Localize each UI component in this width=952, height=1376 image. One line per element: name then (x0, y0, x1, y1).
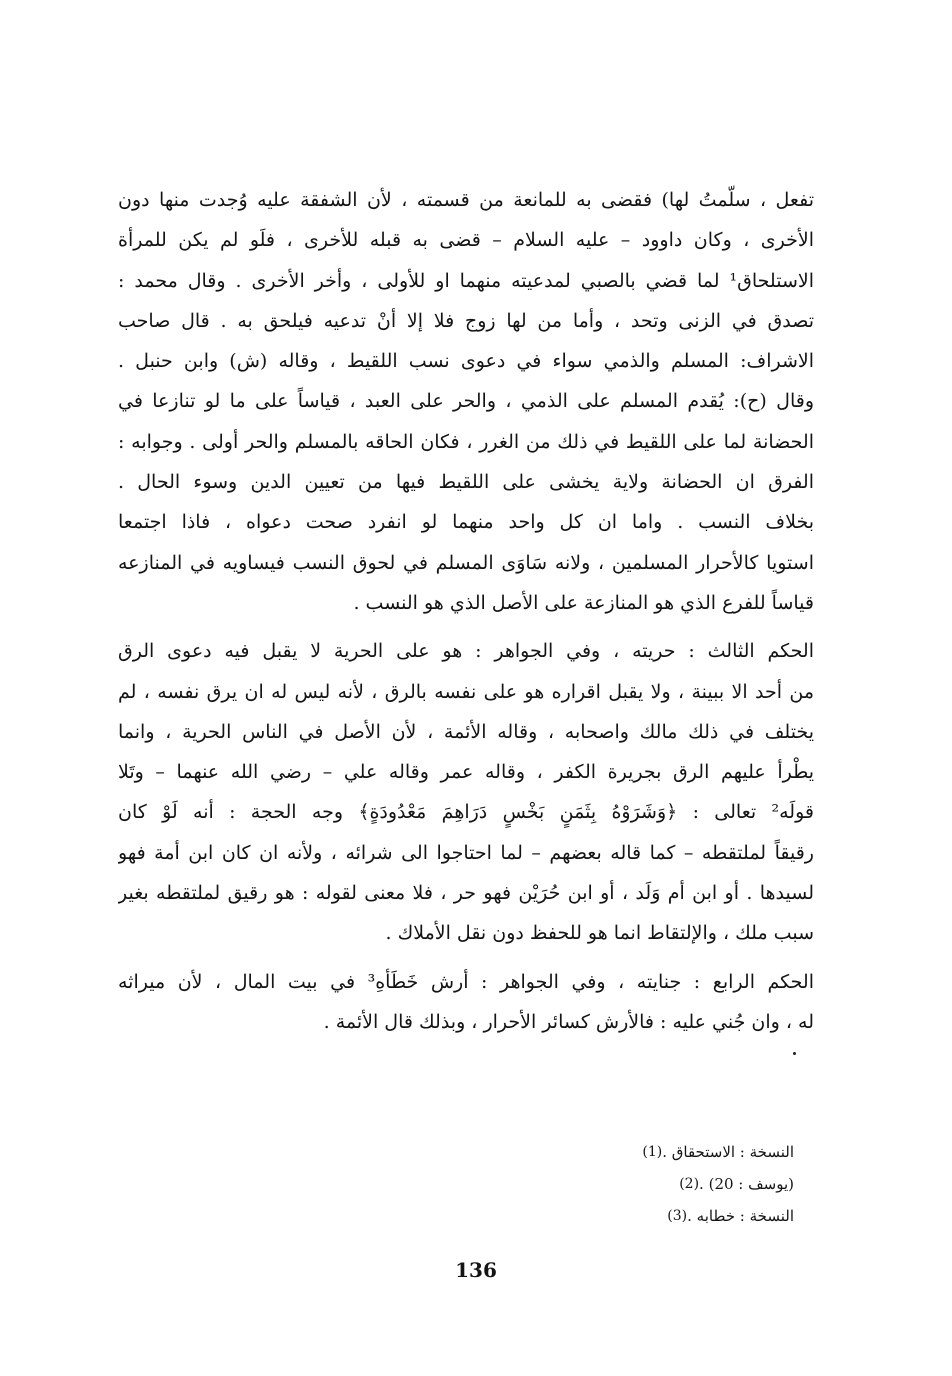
text-line: سبب ملك ، والإلتقاط انما هو للحفظ دون نقل الأملاك . (385, 922, 814, 945)
footnote-number: (3) (667, 1208, 688, 1224)
paragraph (118, 631, 814, 953)
text-line: من أحد الا ببينة ، ولا يقبل اقراره هو على نفسه بالرق ، لأنه ليس له ان يرق نفسه ، لم (118, 680, 814, 703)
text-line: وقال (ح): يُقدم المسلم على الذمي ، والحر على العبد ، قياساً على ما لو تنازعا في (118, 390, 814, 413)
text-line: قياساً للفرع الذي هو المنازعة على الأصل الذي هو النسب . (353, 591, 814, 614)
stray-dot (793, 1052, 796, 1055)
text-line: الحكم الرابع : جنايته ، وفي الجواهر : أرش خَطَأهِ³ في بيت المال ، لأن ميراثه (118, 970, 814, 993)
text-line: لسيدها . أو ابن أم وَلَد ، أو ابن حُرَيْن فهو حر ، فلا معنى لقوله : هو رقيق لملتقطه بغير (118, 882, 814, 905)
footnote (500, 1200, 800, 1232)
text-line: الاشراف: المسلم والذمي سواء في دعوى نسب اللقيط ، وقاله (ش) وابن حنبل . (118, 350, 814, 373)
main-text (118, 180, 814, 1050)
text-line: له ، وان جُني عليه : فالأرش كسائر الأحرار ، وبذلك قال الأئمة . (323, 1010, 814, 1033)
footnote-number: (1) (642, 1144, 663, 1160)
footnote-text: النسخة : الاستحقاق . (662, 1143, 794, 1161)
footnote (500, 1136, 800, 1168)
footnote-text: (يوسف : 20) . (699, 1175, 794, 1193)
text-line: قولَه² تعالى : ﴿وَشَرَوْهُ بِثَمَنٍ بَخْسٍ دَرَاهِمَ مَعْدُودَةٍ﴾ وجه الحجة : أنه لَوْ كان (118, 801, 814, 824)
text-line: الاستلحاق¹ لما قضي بالصبي لمدعيته منهما او للأولى ، وأخر الأخرى . وقال محمد : (118, 269, 814, 292)
footnote-text: النسخة : خطابه . (687, 1207, 794, 1225)
text-line: تصدق في الزنى وتحد ، وأما من لها زوج فلا إلا أنْ تدعيه فيلحق به . قال صاحب (118, 309, 814, 332)
text-line: الحكم الثالث : حريته ، وفي الجواهر : هو على الحرية لا يقبل فيه دعوى الرق (118, 640, 814, 663)
paragraph (118, 180, 814, 623)
footnote-number: (2) (679, 1176, 700, 1192)
text-line: تفعل ، سلّمتُ لها) فقضى به للمانعة من قسمته ، لأن الشفقة عليه وُجدت منها دون (118, 189, 814, 211)
text-line: يختلف في ذلك مالك واصحابه ، وقاله الأئمة ، لأن الأصل في الناس الحرية ، وانما (118, 720, 814, 743)
text-line: الفرق ان الحضانة ولاية يخشى على اللقيط فيها من تعيين الدين وسوء الحال . (118, 471, 814, 494)
paragraph (118, 962, 814, 1043)
text-line: الحضانة لما على اللقيط في ذلك من الغرر ، فكان الحاقه بالمسلم والحر أولى . وجوابه : (118, 430, 814, 453)
text-line: بخلاف النسب . واما ان كل واحد منهما لو انفرد صحت دعواه ، فاذا اجتمعا (118, 511, 814, 534)
text-line: استويا كالأحرار المسلمين ، ولانه سَاوَى المسلم في لحوق النسب فيساويه في المنازعه (118, 551, 814, 574)
footnotes (500, 1136, 800, 1232)
text-line: رقيقاً لملتقطه – كما قاله بعضهم – لما احتاجوا الى شرائه ، ولأنه ان كان ابن أمة فهو (118, 841, 814, 864)
page-number: 136 (455, 1258, 497, 1282)
text-line: يطْرأ عليهم الرق بجريرة الكفر ، وقاله عمر وقاله علي – رضي الله عنهما – وتَلا (118, 761, 814, 784)
footnote (500, 1168, 800, 1200)
text-line: الأخرى ، وكان داوود – عليه السلام – قضى به قبله للأخرى ، فلَو لم يكن للمرأة (118, 229, 814, 252)
